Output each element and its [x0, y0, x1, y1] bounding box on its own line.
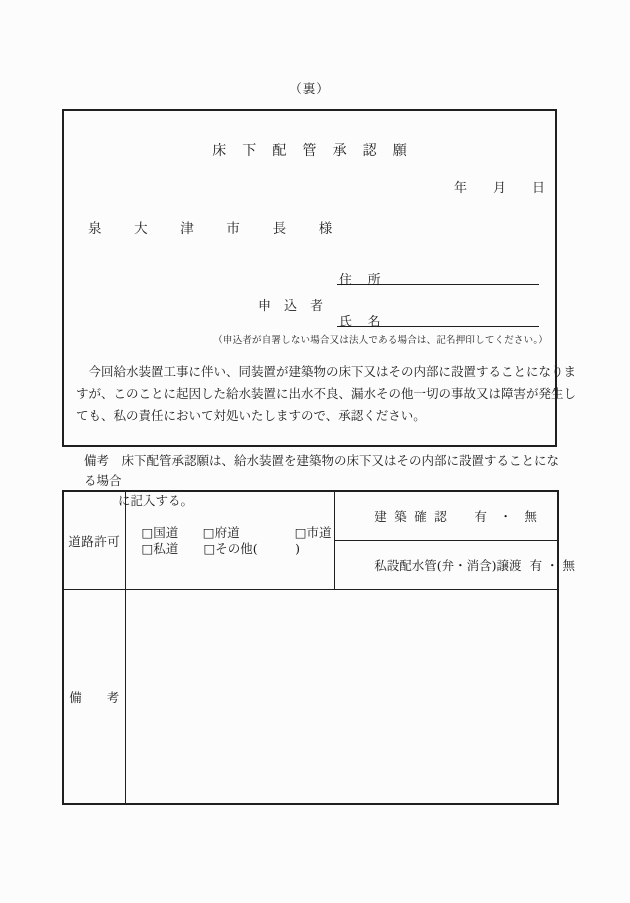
road-type-checkbox-item: □府道 — [202, 524, 240, 540]
applicant-label: 申込者 — [258, 299, 337, 314]
road-permit-label: 道路許可 — [63, 491, 125, 590]
table-remarks-label: 備 考 — [63, 590, 125, 805]
address-field-line — [337, 269, 539, 288]
road-type-checkbox-item: □その他( ) — [203, 540, 301, 556]
addressee-line: 泉 大 津 市 長 様 — [88, 221, 347, 237]
detail-table — [62, 490, 576, 805]
road-type-checkbox-item: □私道 — [141, 540, 179, 556]
remarks-note-line: に記入する。 — [118, 493, 194, 508]
approval-request-box — [62, 109, 577, 447]
remarks-note-line: 備考 床下配管承認願は、給水装置を建築物の床下又はその内部に設置することになる場合 — [84, 453, 560, 488]
road-type-checkbox-item — [297, 541, 332, 557]
body-line: ても、私の責任において対処いたしますので、承認ください。 — [76, 408, 426, 423]
private-pipe-label: 私設配水管(弁・消含)譲渡 — [374, 558, 522, 573]
table-remarks-empty-area — [125, 590, 558, 805]
name-label: 氏名 — [339, 315, 397, 330]
road-type-checkbox-item: □市道 — [294, 524, 332, 540]
page-side-label: （裏） — [289, 81, 330, 96]
road-type-row — [142, 541, 332, 557]
address-label: 住所 — [339, 273, 397, 288]
road-type-checkbox-item: □国道 — [141, 524, 179, 540]
form-title: 床下配管承認願 — [212, 143, 423, 159]
applicant-seal-note: （申込者が自署しない場合又は法人である場合は、記名押印してください。） — [213, 335, 548, 346]
building-confirmation-value: 有 ・ 無 — [474, 509, 537, 524]
date-line: 年 月 日 — [453, 181, 545, 196]
name-field-line — [337, 311, 539, 330]
private-pipe-value: 有 ・ 無 — [529, 558, 576, 573]
request-body-text — [76, 361, 577, 427]
body-line: 今回給水装置工事に伴い、同装置が建築物の床下又はその内部に設置することになりま — [76, 364, 577, 379]
road-type-row — [142, 525, 332, 541]
private-pipe-cell — [334, 541, 576, 590]
building-confirmation-cell — [334, 491, 558, 541]
road-type-checkbox-cell — [125, 491, 334, 590]
building-confirmation-label: 建築確認 — [374, 509, 455, 524]
body-line: すが、このことに起因した給水装置に出水不良、漏水その他一切の事故又は障害が発生し — [76, 386, 577, 401]
